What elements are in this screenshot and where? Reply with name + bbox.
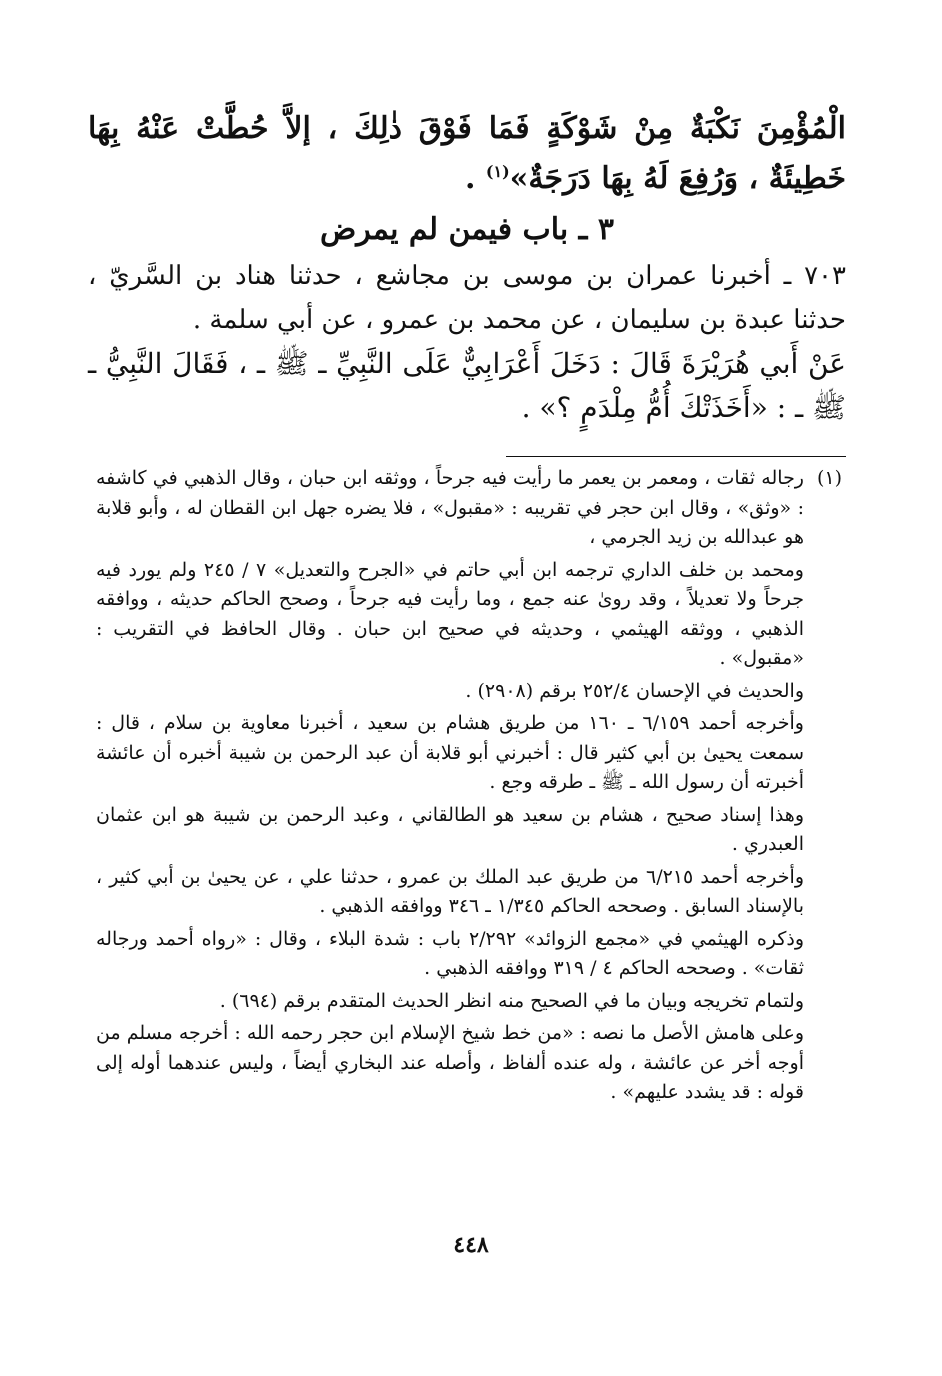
chapter-heading: ٣ ـ باب فيمن لم يمرض	[319, 212, 615, 247]
footnote-paragraph: ومحمد بن خلف الداري ترجمه ابن أبي حاتم في «الجرح والتعديل» ٧ / ٢٤٥ ولم يورد فيه جرحاً ولا تعديلاً ، وقد روىٰ عنه جمع ، وما رأيت فيه جرحاً ، وصحح الحاكم حديثه ، ووافقه الذهبي ، ووثقه الهيثمي ، وحديثه في صحيح ابن حبان . وقال الحافظ في التقريب : «مقبول» .	[96, 558, 804, 669]
previous-hadith-end: .	[465, 161, 486, 196]
footnote-paragraph: وأخرجه أحمد ٦/٢١٥ من طريق عبد الملك بن عمرو ، حدثنا علي ، عن يحيىٰ بن أبي كثير ، بالإسناد السابق . وصححه الحاكم ١/٣٤٥ ـ ٣٤٦ ووافقه الذهبي .	[96, 865, 804, 917]
main-text	[88, 104, 846, 430]
hadith-matn: عَنْ أَبي هُرَيْرَةَ قَالَ : دَخَلَ أَعْرَابِيٌّ عَلَى النَّبِيِّ ـ ﷺ ـ ، فَقَالَ النَّبِيُّ ـ ﷺ ـ : «أَخَذَتْكَ أُمُّ مِلْدَمٍ ؟» .	[88, 347, 846, 424]
footnote-separator	[506, 456, 846, 457]
previous-hadith-text	[88, 104, 846, 204]
footnote-paragraph: ولتمام تخريجه وبيان ما في الصحيح منه انظر الحديث المتقدم برقم (٦٩٤) .	[219, 989, 804, 1012]
footnote-marker: (١)	[485, 162, 510, 181]
footnote-paragraph: وهذا إسناد صحيح ، هشام بن سعيد هو الطالقاني ، وعبد الرحمن بن شيبة هو ابن عثمان العبدري .	[96, 803, 804, 855]
hadith-isnad: ٧٠٣ ـ أخبرنا عمران بن موسى بن مجاشع ، حدثنا هناد بن السَّريّ ، حدثنا عبدة بن سليمان ، عن محمد بن عمرو ، عن أبي سلمة .	[88, 261, 846, 335]
footnotes-section	[96, 464, 842, 1111]
page-number: ٤٤٨	[453, 1232, 489, 1258]
previous-hadith-line-2: بِهَا دَرَجَةٌ»	[509, 161, 633, 196]
previous-hadith-line-1: الْمُؤْمِنَ نَكْبَةٌ مِنْ شَوْكَةٍ فَمَا فَوْقَ ذٰلِكَ ، إلاَّ حُطَّتْ عَنْهُ بِهَا خَطِيئَةٌ ، وَرُفِعَ لَهُ	[88, 111, 846, 196]
footnote-number: (١)	[816, 467, 842, 489]
footnote-paragraph: (١)رجاله ثقات ، ومعمر بن يعمر ما رأيت فيه جرحاً ، ووثقه ابن حبان ، وقال الذهبي في كاشفه : «وثق» ، وقال ابن حجر في تقريبه : «مقبول» ، فلا يضره جهل ابن القطان له ، وأبو قلابة هو عبدالله بن زيد الجرمي ،	[96, 464, 842, 553]
footnote-paragraph: وذكره الهيثمي في «مجمع الزوائد» ٢/٢٩٢ باب : شدة البلاء ، وقال : «رواه أحمد ورجاله ثقات» . وصححه الحاكم ٤ / ٣١٩ ووافقه الذهبي .	[96, 927, 805, 979]
footnote-paragraph: وأخرجه أحمد ٦/١٥٩ ـ ١٦٠ من طريق هشام بن سعيد ، أخبرنا معاوية بن سلام ، قال : سمعت يحيىٰ بن أبي كثير قال : أخبرني أبو قلابة أن عبد الرحمن بن شيبة أخبره أن عائشة أخبرته أن رسول الله ـ ﷺ ـ طرقه وجع .	[96, 712, 804, 793]
footnote-paragraph: والحديث في الإحسان ٢٥٢/٤ برقم (٢٩٠٨) .	[465, 679, 804, 702]
footnote-paragraph: وعلى هامش الأصل ما نصه : «من خط شيخ الإسلام ابن حجر رحمه الله : أخرجه مسلم من أوجه أخر عن عائشة ، وله عنده ألفاظ ، وأصله عند البخاري أيضاً ، وليس عندهما أوله إلى قوله : قد يشدد عليهم» .	[96, 1022, 804, 1103]
